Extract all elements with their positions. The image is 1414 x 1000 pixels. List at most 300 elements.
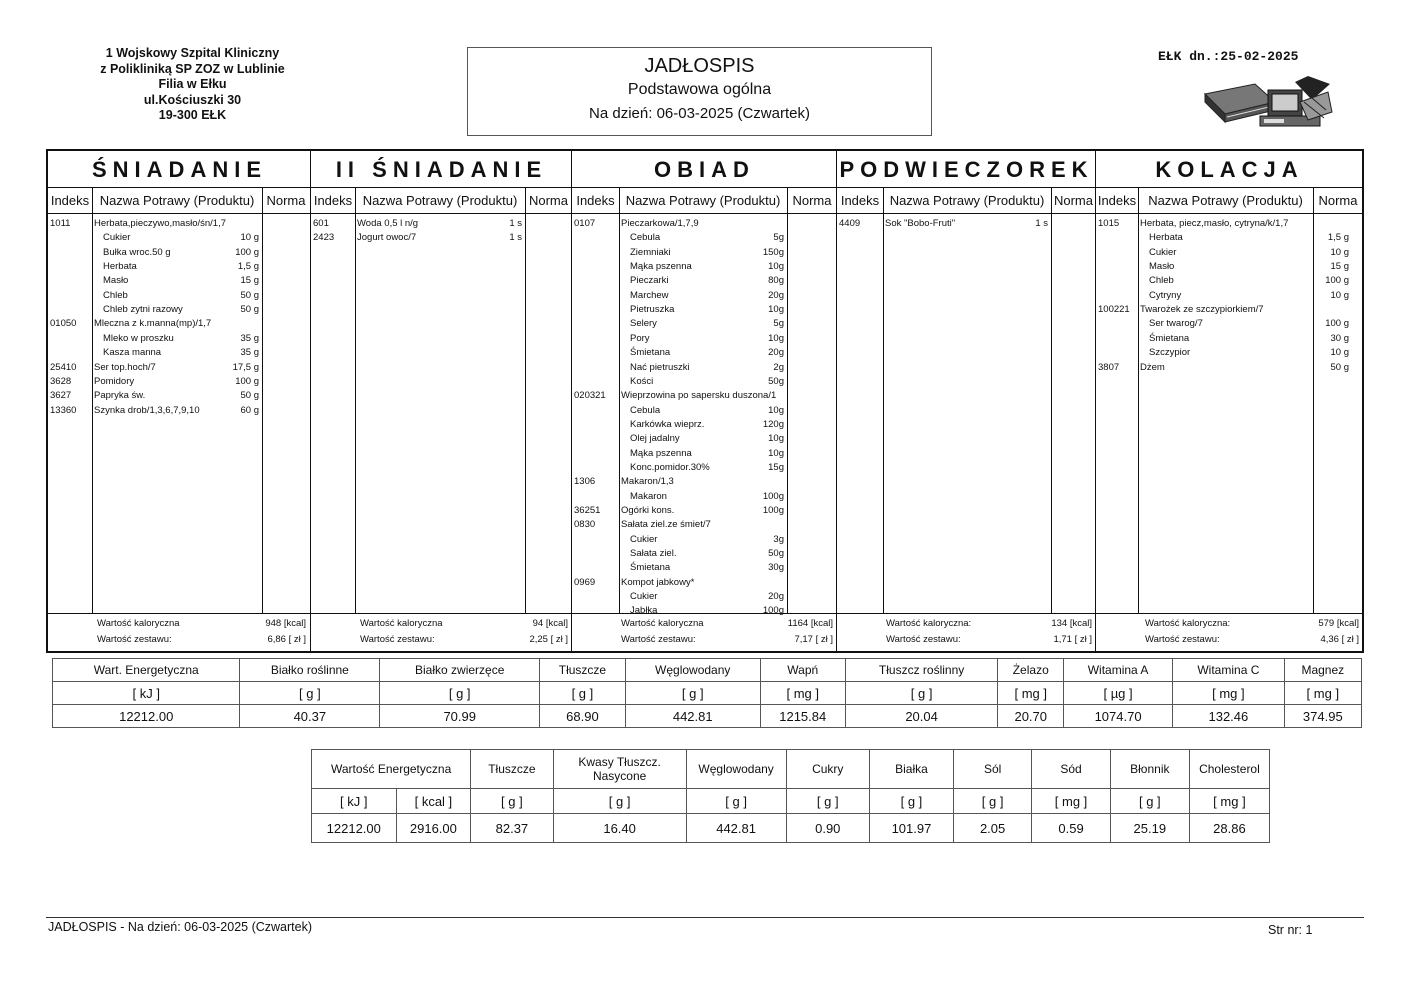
nutrient-unit: [ g ] <box>471 789 553 814</box>
calorie-label: Wartość kaloryczna: <box>886 618 972 629</box>
nutrient-unit: [ mg ] <box>998 682 1064 705</box>
item-name: Kości <box>630 375 654 387</box>
item-name: Marchew <box>630 289 669 301</box>
nutrient-value: 1074.70 <box>1064 705 1173 728</box>
item-name: Szczypior <box>1149 347 1191 359</box>
list-item <box>311 217 572 231</box>
nutrient-header: Białka <box>870 750 954 789</box>
column-headers <box>311 188 572 214</box>
nutrient-value: 132.46 <box>1173 705 1284 728</box>
item-norm: 15 g <box>240 275 259 287</box>
item-name: Makaron <box>630 490 667 502</box>
item-norm: 100g <box>762 490 784 502</box>
item-index: 3628 <box>50 375 72 387</box>
item-norm: 1,5 g <box>237 261 259 273</box>
cost-label: Wartość zestawu: <box>621 634 696 645</box>
column-header-name: Nazwa Potrawy (Produktu) <box>1148 193 1303 208</box>
item-name: Śmietana <box>630 562 671 574</box>
cost-value: 6,86 [ zł ] <box>267 634 306 645</box>
column-header-index: Indeks <box>1097 193 1137 208</box>
nutrient-unit: [ mg ] <box>760 682 845 705</box>
item-name: Herbata, piecz,masło, cytryna/k/1,7 <box>1140 218 1289 229</box>
item-norm: 100 g <box>1325 318 1349 330</box>
meal-items <box>572 213 837 617</box>
item-norm: 150g <box>762 246 784 258</box>
meal-title: OBIAD <box>572 151 837 188</box>
cost-label: Wartość zestawu: <box>97 634 172 645</box>
nutrient-value: 101.97 <box>870 814 954 843</box>
meal-summary <box>48 613 310 651</box>
item-name: Kasza manna <box>103 347 162 359</box>
nutrient-value: 20.04 <box>845 705 998 728</box>
list-item <box>572 274 837 288</box>
calorie-value: 579 [kcal] <box>1318 618 1359 629</box>
item-index: 1015 <box>1098 218 1120 229</box>
list-item <box>48 346 310 360</box>
item-norm: 1,5 g <box>1327 232 1349 244</box>
meal-summary <box>572 613 837 651</box>
list-item <box>572 375 837 389</box>
calorie-value: 94 [kcal] <box>532 618 568 629</box>
nutrient-value: 1215.84 <box>760 705 845 728</box>
nutrient-value: 82.37 <box>471 814 553 843</box>
item-index: 4409 <box>839 218 861 229</box>
list-item <box>837 217 1096 231</box>
title-box <box>467 47 932 136</box>
list-item <box>572 332 837 346</box>
item-norm: 10 g <box>1330 347 1349 359</box>
footer-title: JADŁOSPIS - Na dzień: 06-03-2025 (Czwartek) <box>48 920 312 934</box>
list-item <box>572 246 837 260</box>
nutrient-header: Cholesterol <box>1189 750 1269 789</box>
nutrient-value: 2916.00 <box>396 814 471 843</box>
item-index: 0969 <box>574 576 596 588</box>
hospital-line: Filia w Ełku <box>158 77 227 91</box>
cost-value: 7,17 [ zł ] <box>794 634 833 645</box>
item-name: Bułka wroc.50 g <box>103 246 171 258</box>
meal-summary <box>1096 613 1363 651</box>
list-item <box>48 361 310 375</box>
list-item <box>572 260 837 274</box>
nutrient-unit: [ g ] <box>845 682 998 705</box>
item-name: Pietruszka <box>630 304 675 316</box>
list-item <box>572 475 837 489</box>
nutrient-unit: [ g ] <box>625 682 760 705</box>
item-name: Konc.pomidor.30% <box>630 461 710 473</box>
list-item <box>572 561 837 575</box>
item-name: Jabłka <box>630 605 658 617</box>
item-index: 13360 <box>50 404 77 416</box>
item-norm: 10g <box>768 332 784 344</box>
item-name: Cukier <box>103 232 131 244</box>
item-name: Masło <box>103 275 129 287</box>
column-headers <box>1096 188 1363 214</box>
list-item <box>48 389 310 403</box>
column-header-index: Indeks <box>576 193 615 208</box>
item-name: Śmietana <box>630 347 671 359</box>
item-norm: 80g <box>768 275 784 287</box>
item-norm: 10 g <box>1330 289 1349 301</box>
cost-label: Wartość zestawu: <box>1145 634 1220 645</box>
menu-table <box>46 149 1364 653</box>
item-name: Olej jadalny <box>630 433 680 445</box>
nutrient-header: Witamina A <box>1064 659 1173 682</box>
item-index: 1011 <box>50 218 71 229</box>
list-item <box>572 231 837 245</box>
item-norm: 5g <box>773 318 784 330</box>
column-header-name: Nazwa Potrawy (Produktu) <box>889 193 1045 208</box>
item-name: Cebula <box>630 232 661 244</box>
list-item <box>572 576 837 590</box>
meal-title: PODWIECZOREK <box>837 151 1096 188</box>
list-item <box>572 547 837 561</box>
item-norm: 50g <box>768 375 784 387</box>
meal-title: KOLACJA <box>1096 151 1363 188</box>
item-name: Pieczarki <box>630 275 669 287</box>
item-name: Cukier <box>630 533 658 545</box>
item-name: Cukier <box>1149 246 1177 258</box>
nutrient-unit: [ mg ] <box>1173 682 1284 705</box>
nutrient-value: 442.81 <box>625 705 760 728</box>
nutrient-unit: [ µg ] <box>1064 682 1173 705</box>
list-item <box>1096 260 1363 274</box>
nutrient-header: Tłuszcz roślinny <box>845 659 998 682</box>
item-norm: 100g <box>762 505 784 516</box>
item-norm: 5g <box>773 232 784 244</box>
item-norm: 100 g <box>235 375 259 387</box>
item-index: 2423 <box>313 232 335 244</box>
list-item <box>1096 274 1363 288</box>
print-date: EŁK dn.:25-02-2025 <box>1158 49 1299 64</box>
item-index: 1306 <box>574 476 596 488</box>
cost-label: Wartość zestawu: <box>360 634 435 645</box>
item-norm: 10 g <box>1330 246 1349 258</box>
item-name: Jogurt owoc/7 <box>357 232 417 244</box>
item-norm: 10g <box>768 447 784 459</box>
nutrient-value: 374.95 <box>1284 705 1361 728</box>
column-header-index: Indeks <box>313 193 353 208</box>
list-item <box>48 246 310 260</box>
cost-value: 2,25 [ zł ] <box>529 634 568 645</box>
nutrient-unit: [ g ] <box>686 789 786 814</box>
nutrient-header: Cukry <box>786 750 869 789</box>
page-number: Str nr: 1 <box>1268 923 1313 937</box>
nutrient-value: 0.90 <box>786 814 869 843</box>
meal-title: ŚNIADANIE <box>48 151 310 188</box>
item-name: Sałata ziel.ze śmiet/7 <box>621 519 711 531</box>
nutrient-unit: [ g ] <box>540 682 626 705</box>
item-name: Herbata,pieczywo,masło/śn/1,7 <box>94 218 227 229</box>
list-item <box>572 432 837 446</box>
item-norm: 50 g <box>1330 361 1349 373</box>
book-computer-clipart <box>1200 72 1340 140</box>
nutrient-unit: [ g ] <box>380 682 540 705</box>
item-norm: 30 g <box>1330 332 1349 344</box>
nutrient-header: Białko roślinne <box>240 659 380 682</box>
diet-name: Podstawowa ogólna <box>627 81 772 98</box>
list-item <box>572 533 837 547</box>
item-norm: 1 s <box>1035 218 1048 229</box>
column-header-norm: Norma <box>792 193 832 208</box>
item-name: Pory <box>630 332 650 344</box>
item-name: Papryka św. <box>94 390 146 402</box>
list-item <box>48 404 310 418</box>
menu-date: Na dzień: 06-03-2025 (Czwartek) <box>589 105 810 122</box>
list-item <box>572 418 837 432</box>
list-item <box>311 231 572 245</box>
item-norm: 10g <box>768 433 784 445</box>
nutrient-unit: [ g ] <box>1110 789 1189 814</box>
nutrient-header: Węglowodany <box>686 750 786 789</box>
item-norm: 15g <box>768 461 784 473</box>
column-header-name: Nazwa Potrawy (Produktu) <box>99 193 255 208</box>
item-norm: 60 g <box>240 404 259 416</box>
item-name: Herbata <box>1149 232 1183 244</box>
item-norm: 10g <box>768 404 784 416</box>
column-header-norm: Norma <box>528 193 568 208</box>
item-norm: 20g <box>768 347 784 359</box>
item-norm: 10g <box>768 304 784 316</box>
nutrient-value: 70.99 <box>380 705 540 728</box>
list-item <box>1096 246 1363 260</box>
hospital-address <box>60 46 325 124</box>
item-norm: 20g <box>768 591 784 603</box>
item-name: Ser top.hoch/7 <box>94 361 156 373</box>
list-item <box>48 375 310 389</box>
list-item <box>48 303 310 317</box>
item-norm: 15 g <box>1330 261 1349 273</box>
item-norm: 17,5 g <box>232 361 259 373</box>
column-header-index: Indeks <box>840 193 880 208</box>
nutrient-value: 20.70 <box>998 705 1064 728</box>
list-item <box>572 504 837 518</box>
item-name: Herbata <box>103 261 137 273</box>
meal-summary <box>311 613 572 651</box>
list-item <box>572 461 837 475</box>
column-header-norm: Norma <box>1053 193 1093 208</box>
nutrient-header: Witamina C <box>1173 659 1284 682</box>
nutrient-value: 40.37 <box>240 705 380 728</box>
footer-divider <box>46 917 1364 918</box>
item-norm: 3g <box>773 533 784 545</box>
list-item <box>1096 289 1363 303</box>
nutrient-header: Magnez <box>1284 659 1361 682</box>
nutrient-value: 2.05 <box>953 814 1031 843</box>
calorie-label: Wartość kaloryczna <box>360 618 443 629</box>
nutrient-header: Wartość Energetyczna <box>312 750 471 789</box>
list-item <box>572 590 837 604</box>
item-norm: 10 g <box>240 232 259 244</box>
meal-column <box>310 151 572 651</box>
nutrient-unit: [ g ] <box>786 789 869 814</box>
list-item <box>572 303 837 317</box>
calorie-value: 948 [kcal] <box>265 618 306 629</box>
nutrient-value: 442.81 <box>686 814 786 843</box>
nutrient-unit: [ g ] <box>953 789 1031 814</box>
item-name: Wieprzowina po sapersku duszona/1 <box>621 390 777 402</box>
item-index: 3807 <box>1098 361 1120 373</box>
nutrient-header: Wapń <box>760 659 845 682</box>
nutrient-value: 28.86 <box>1189 814 1269 843</box>
nutrient-header: Tłuszcze <box>471 750 553 789</box>
nutrient-unit: [ g ] <box>870 789 954 814</box>
item-name: Cukier <box>630 591 658 603</box>
nutrition-summary-table <box>311 749 1270 843</box>
list-item <box>48 317 310 331</box>
item-norm: 100 g <box>1325 275 1349 287</box>
list-item <box>48 217 310 231</box>
item-name: Sok "Bobo-Fruti" <box>885 218 956 229</box>
list-item <box>572 317 837 331</box>
item-norm: 1 s <box>509 232 522 244</box>
nutrient-header: Węglowodany <box>625 659 760 682</box>
item-name: Ziemniaki <box>630 246 671 258</box>
meal-items <box>311 213 572 614</box>
list-item <box>48 231 310 245</box>
item-name: Ogórki kons. <box>621 505 675 516</box>
nutrient-header: Żelazo <box>998 659 1064 682</box>
list-item <box>572 361 837 375</box>
nutrient-header: Wart. Energetyczna <box>53 659 240 682</box>
nutrient-value: 0.59 <box>1032 814 1110 843</box>
list-item <box>48 332 310 346</box>
list-item <box>572 389 837 403</box>
list-item <box>572 289 837 303</box>
meal-column <box>48 151 310 651</box>
item-name: Śmietana <box>1149 332 1190 344</box>
list-item <box>1096 303 1363 317</box>
list-item <box>48 289 310 303</box>
item-name: Nać pietruszki <box>630 361 690 373</box>
item-name: Ser twarog/7 <box>1149 318 1203 330</box>
list-item <box>572 447 837 461</box>
item-name: Woda 0,5 l n/g <box>357 218 419 229</box>
calorie-value: 134 [kcal] <box>1051 618 1092 629</box>
item-name: Selery <box>630 318 657 330</box>
item-index: 01050 <box>50 318 77 330</box>
item-norm: 1 s <box>509 218 522 229</box>
nutrient-header: Białko zwierzęce <box>380 659 540 682</box>
item-index: 36251 <box>574 505 601 516</box>
nutrition-daily-table <box>52 658 1362 728</box>
nutrient-unit: [ g ] <box>240 682 380 705</box>
item-name: Cebula <box>630 404 661 416</box>
meal-title: II ŚNIADANIE <box>311 151 572 188</box>
nutrient-value: 16.40 <box>553 814 686 843</box>
item-name: Mleko w proszku <box>103 332 174 344</box>
nutrient-value: 12212.00 <box>312 814 397 843</box>
list-item <box>1096 231 1363 245</box>
cost-value: 4,36 [ zł ] <box>1320 634 1359 645</box>
item-index: 0830 <box>574 519 596 531</box>
nutrient-value: 25.19 <box>1110 814 1189 843</box>
hospital-line: ul.Kościuszki 30 <box>143 92 242 107</box>
item-name: Mąka pszenna <box>630 261 692 273</box>
nutrient-unit: [ kJ ] <box>312 789 397 814</box>
nutrient-value: 12212.00 <box>53 705 240 728</box>
item-name: Szynka drob/1,3,6,7,9,10 <box>94 404 200 416</box>
calorie-label: Wartość kaloryczna <box>97 618 180 629</box>
list-item <box>572 404 837 418</box>
item-index: 25410 <box>50 361 77 373</box>
item-index: 0107 <box>574 218 596 229</box>
meal-column <box>1095 151 1363 651</box>
item-name: Chleb <box>1149 275 1174 287</box>
item-norm: 30g <box>768 562 784 574</box>
item-index: 601 <box>313 218 329 229</box>
list-item <box>1096 361 1363 375</box>
cost-label: Wartość zestawu: <box>886 634 961 645</box>
column-headers <box>837 188 1096 214</box>
list-item <box>572 490 837 504</box>
column-header-norm: Norma <box>266 193 306 208</box>
item-norm: 50 g <box>240 304 259 316</box>
item-name: Kompot jabkowy* <box>621 576 695 588</box>
item-norm: 100g <box>762 605 784 617</box>
item-norm: 20g <box>768 289 784 301</box>
list-item <box>572 217 837 231</box>
item-norm: 2g <box>773 361 784 373</box>
item-index: 020321 <box>574 390 606 402</box>
meal-summary <box>837 613 1096 651</box>
meal-items <box>1096 213 1363 614</box>
item-norm: 35 g <box>240 347 259 359</box>
nutrient-unit: [ g ] <box>553 789 686 814</box>
list-item <box>572 518 837 532</box>
column-header-name: Nazwa Potrawy (Produktu) <box>625 193 781 208</box>
hospital-line: 1 Wojskowy Szpital Kliniczny <box>105 46 280 60</box>
calorie-label: Wartość kaloryczna: <box>1145 618 1231 629</box>
nutrient-unit: [ mg ] <box>1284 682 1361 705</box>
meal-column <box>571 151 837 651</box>
item-norm: 50g <box>768 548 784 560</box>
nutrient-unit: [ kJ ] <box>53 682 240 705</box>
item-norm: 50 g <box>240 289 259 301</box>
item-name: Chleb <box>103 289 128 301</box>
column-headers <box>572 188 837 214</box>
nutrient-header: Sód <box>1032 750 1110 789</box>
document-title: JADŁOSPIS <box>644 55 755 77</box>
list-item <box>1096 332 1363 346</box>
column-header-norm: Norma <box>1318 193 1358 208</box>
nutrient-value: 68.90 <box>540 705 626 728</box>
column-headers <box>48 188 310 214</box>
list-item <box>572 346 837 360</box>
list-item <box>48 260 310 274</box>
nutrient-unit: [ mg ] <box>1032 789 1110 814</box>
item-name: Twarożek ze szczypiorkiem/7 <box>1140 304 1264 316</box>
item-index: 100221 <box>1098 304 1130 316</box>
nutrient-unit: [ mg ] <box>1189 789 1269 814</box>
item-name: Pomidory <box>94 375 135 387</box>
item-name: Makaron/1,3 <box>621 476 674 488</box>
item-name: Pieczarkowa/1,7,9 <box>621 218 699 229</box>
nutrient-header: Błonnik <box>1110 750 1189 789</box>
nutrient-unit: [ kcal ] <box>396 789 471 814</box>
item-norm: 100 g <box>235 246 259 258</box>
item-norm: 120g <box>762 418 784 430</box>
item-index: 3627 <box>50 390 72 402</box>
item-name: Sałata ziel. <box>630 548 677 560</box>
item-name: Chleb zytni razowy <box>103 304 183 316</box>
hospital-line: z Polikliniką SP ZOZ w Lublinie <box>100 61 285 76</box>
item-name: Mleczna z k.manna(mp)/1,7 <box>94 318 212 330</box>
nutrient-header: Kwasy Tłuszcz. Nasycone <box>553 750 686 789</box>
column-header-name: Nazwa Potrawy (Produktu) <box>362 193 518 208</box>
list-item <box>1096 346 1363 360</box>
list-item <box>1096 217 1363 231</box>
meal-items <box>837 213 1096 614</box>
